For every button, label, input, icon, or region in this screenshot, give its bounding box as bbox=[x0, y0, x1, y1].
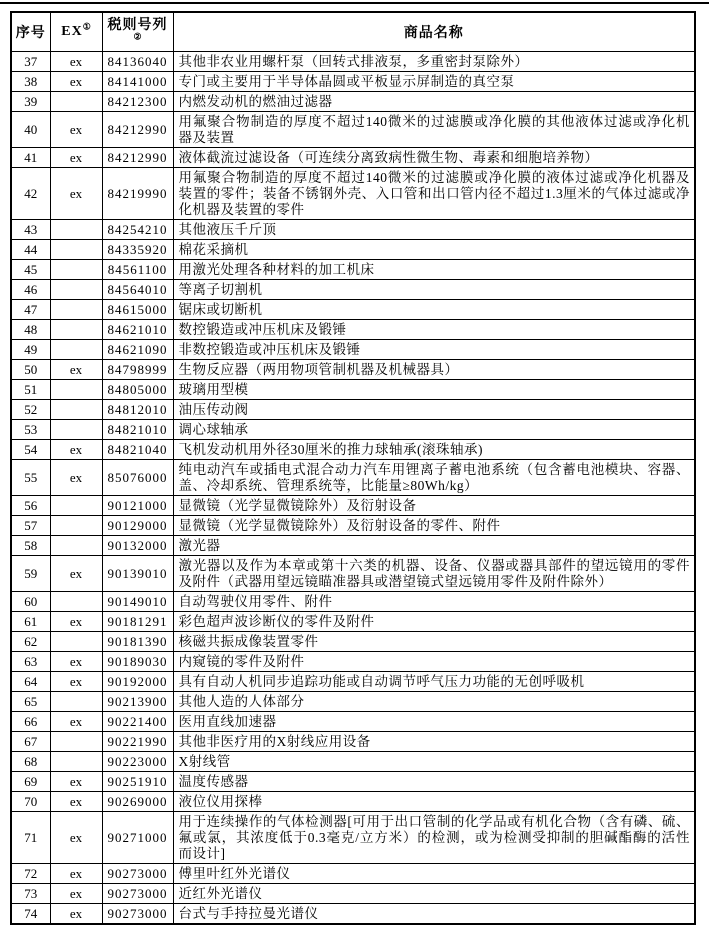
table-row bbox=[11, 148, 695, 168]
row-code-cell: 90181390 bbox=[102, 632, 173, 652]
row-code-cell: 84212990 bbox=[102, 112, 173, 148]
row-code-cell: 90189030 bbox=[102, 652, 173, 672]
row-ex-cell bbox=[50, 692, 102, 712]
table-row bbox=[11, 672, 695, 692]
row-name-cell: 用激光处理各种材料的加工机床 bbox=[173, 260, 695, 280]
row-code-cell: 84136040 bbox=[102, 52, 173, 72]
row-name-cell: 显微镜（光学显微镜除外）及衍射设备的零件、附件 bbox=[173, 516, 695, 536]
row-ex-cell: ex bbox=[50, 864, 102, 884]
row-code-cell: 90273000 bbox=[102, 884, 173, 904]
table-row bbox=[11, 260, 695, 280]
row-name-cell: 激光器 bbox=[173, 536, 695, 556]
row-ex-cell: ex bbox=[50, 712, 102, 732]
col-header-ex-label: EX bbox=[61, 24, 83, 39]
table-row bbox=[11, 904, 695, 925]
table-row bbox=[11, 420, 695, 440]
row-code-cell: 90132000 bbox=[102, 536, 173, 556]
row-ex-cell bbox=[50, 400, 102, 420]
row-ex-cell bbox=[50, 732, 102, 752]
table-row bbox=[11, 400, 695, 420]
row-ex-cell: ex bbox=[50, 112, 102, 148]
row-index-cell: 58 bbox=[11, 536, 50, 556]
row-code-cell: 90221400 bbox=[102, 712, 173, 732]
row-code-cell: 90213900 bbox=[102, 692, 173, 712]
row-code-cell: 84561100 bbox=[102, 260, 173, 280]
row-name-cell: 数控锻造或冲压机床及锻锤 bbox=[173, 320, 695, 340]
row-name-cell: 棉花采摘机 bbox=[173, 240, 695, 260]
row-name-cell: 医用直线加速器 bbox=[173, 712, 695, 732]
row-ex-cell: ex bbox=[50, 72, 102, 92]
row-index-cell: 44 bbox=[11, 240, 50, 260]
row-ex-cell: ex bbox=[50, 168, 102, 220]
row-ex-cell bbox=[50, 92, 102, 112]
row-ex-cell bbox=[50, 420, 102, 440]
row-ex-cell bbox=[50, 592, 102, 612]
row-index-cell: 43 bbox=[11, 220, 50, 240]
table-row bbox=[11, 360, 695, 380]
table-row bbox=[11, 380, 695, 400]
row-index-cell: 68 bbox=[11, 752, 50, 772]
row-code-cell: 90271000 bbox=[102, 812, 173, 864]
row-ex-cell bbox=[50, 240, 102, 260]
col-header-code-label: 税则号列 bbox=[107, 18, 168, 33]
row-code-cell: 90273000 bbox=[102, 904, 173, 925]
row-index-cell: 69 bbox=[11, 772, 50, 792]
row-name-cell: 内燃发动机的燃油过滤器 bbox=[173, 92, 695, 112]
table-row bbox=[11, 692, 695, 712]
table-row bbox=[11, 240, 695, 260]
row-ex-cell bbox=[50, 220, 102, 240]
footnote-marker-1: ① bbox=[82, 21, 91, 32]
row-index-cell: 37 bbox=[11, 52, 50, 72]
row-code-cell: 84621010 bbox=[102, 320, 173, 340]
row-name-cell: 近红外光谱仪 bbox=[173, 884, 695, 904]
row-index-cell: 64 bbox=[11, 672, 50, 692]
row-name-cell: 其他非农业用螺杆泵（回转式排液泵，多重密封泵除外） bbox=[173, 52, 695, 72]
table-row bbox=[11, 792, 695, 812]
row-code-cell: 90121000 bbox=[102, 496, 173, 516]
table-row bbox=[11, 864, 695, 884]
row-name-cell: 傅里叶红外光谱仪 bbox=[173, 864, 695, 884]
row-code-cell: 84798999 bbox=[102, 360, 173, 380]
table-row bbox=[11, 496, 695, 516]
row-index-cell: 57 bbox=[11, 516, 50, 536]
row-name-cell: 其他人造的人体部分 bbox=[173, 692, 695, 712]
row-ex-cell: ex bbox=[50, 792, 102, 812]
table-row bbox=[11, 732, 695, 752]
row-name-cell: 内窥镜的零件及附件 bbox=[173, 652, 695, 672]
tariff-table bbox=[10, 11, 696, 925]
row-index-cell: 56 bbox=[11, 496, 50, 516]
row-index-cell: 41 bbox=[11, 148, 50, 168]
table-row bbox=[11, 812, 695, 864]
row-name-cell: 核磁共振成像装置零件 bbox=[173, 632, 695, 652]
row-ex-cell: ex bbox=[50, 652, 102, 672]
row-index-cell: 38 bbox=[11, 72, 50, 92]
row-index-cell: 60 bbox=[11, 592, 50, 612]
row-name-cell: 调心球轴承 bbox=[173, 420, 695, 440]
row-code-cell: 90149010 bbox=[102, 592, 173, 612]
row-ex-cell: ex bbox=[50, 52, 102, 72]
row-ex-cell bbox=[50, 340, 102, 360]
row-ex-cell: ex bbox=[50, 672, 102, 692]
col-header-ex bbox=[50, 12, 102, 52]
row-code-cell: 84812010 bbox=[102, 400, 173, 420]
table-row bbox=[11, 712, 695, 732]
row-name-cell: 等离子切割机 bbox=[173, 280, 695, 300]
table-row bbox=[11, 320, 695, 340]
table-row bbox=[11, 280, 695, 300]
table-row bbox=[11, 300, 695, 320]
table-row bbox=[11, 340, 695, 360]
table-row bbox=[11, 112, 695, 148]
table-row bbox=[11, 884, 695, 904]
row-index-cell: 66 bbox=[11, 712, 50, 732]
table-row bbox=[11, 460, 695, 496]
row-index-cell: 54 bbox=[11, 440, 50, 460]
row-code-cell: 84615000 bbox=[102, 300, 173, 320]
row-code-cell: 90129000 bbox=[102, 516, 173, 536]
row-code-cell: 90181291 bbox=[102, 612, 173, 632]
row-ex-cell bbox=[50, 380, 102, 400]
row-code-cell: 84335920 bbox=[102, 240, 173, 260]
row-code-cell: 90221990 bbox=[102, 732, 173, 752]
row-ex-cell: ex bbox=[50, 440, 102, 460]
row-name-cell: 生物反应器（两用物项管制机器及机械器具） bbox=[173, 360, 695, 380]
row-name-cell: 液体截流过滤设备（可连续分离致病性微生物、毒素和细胞培养物） bbox=[173, 148, 695, 168]
row-index-cell: 67 bbox=[11, 732, 50, 752]
row-code-cell: 90269000 bbox=[102, 792, 173, 812]
footnote-marker-2: ② bbox=[133, 31, 142, 42]
table-row bbox=[11, 612, 695, 632]
table-row bbox=[11, 516, 695, 536]
row-name-cell: 其他非医疗用的X射线应用设备 bbox=[173, 732, 695, 752]
row-index-cell: 53 bbox=[11, 420, 50, 440]
row-ex-cell: ex bbox=[50, 772, 102, 792]
table-body bbox=[11, 52, 695, 925]
col-header-name bbox=[173, 12, 695, 52]
row-code-cell: 90192000 bbox=[102, 672, 173, 692]
row-code-cell: 84254210 bbox=[102, 220, 173, 240]
row-ex-cell: ex bbox=[50, 884, 102, 904]
row-name-cell: 显微镜（光学显微镜除外）及衍射设备 bbox=[173, 496, 695, 516]
row-name-cell: 液位仪用探棒 bbox=[173, 792, 695, 812]
table-row bbox=[11, 592, 695, 612]
row-index-cell: 74 bbox=[11, 904, 50, 925]
row-name-cell: 具有自动人机同步追踪功能或自动调节呼气压力功能的无创呼吸机 bbox=[173, 672, 695, 692]
row-index-cell: 46 bbox=[11, 280, 50, 300]
row-name-cell: X射线管 bbox=[173, 752, 695, 772]
row-index-cell: 40 bbox=[11, 112, 50, 148]
table-row bbox=[11, 536, 695, 556]
row-code-cell: 90223000 bbox=[102, 752, 173, 772]
row-name-cell: 用氟聚合物制造的厚度不超过140微米的过滤膜或净化膜的液体过滤或净化机器及装置的零件；装备不锈钢外壳、入口管和出口管内径不超过1.3厘米的气体过滤或净化机器及装置的零件 bbox=[173, 168, 695, 220]
row-ex-cell bbox=[50, 300, 102, 320]
row-ex-cell bbox=[50, 280, 102, 300]
table-row bbox=[11, 772, 695, 792]
row-ex-cell: ex bbox=[50, 812, 102, 864]
table-row bbox=[11, 72, 695, 92]
table-row bbox=[11, 752, 695, 772]
table-row bbox=[11, 440, 695, 460]
row-code-cell: 84141000 bbox=[102, 72, 173, 92]
row-code-cell: 84219990 bbox=[102, 168, 173, 220]
row-code-cell: 84821040 bbox=[102, 440, 173, 460]
row-name-cell: 飞机发动机用外径30厘米的推力球轴承(滚珠轴承) bbox=[173, 440, 695, 460]
row-name-cell: 用于连续操作的气体检测器[可用于出口管制的化学品或有机化合物（含有磷、硫、氟或氯，其浓度低于0.3毫克/立方米）的检测，或为检测受抑制的胆碱酯酶的活性而设计] bbox=[173, 812, 695, 864]
table-row bbox=[11, 92, 695, 112]
row-name-cell: 用氟聚合物制造的厚度不超过140微米的过滤膜或净化膜的其他液体过滤或净化机器及装置 bbox=[173, 112, 695, 148]
header-row bbox=[11, 12, 695, 52]
row-index-cell: 45 bbox=[11, 260, 50, 280]
row-ex-cell: ex bbox=[50, 148, 102, 168]
row-ex-cell: ex bbox=[50, 360, 102, 380]
row-index-cell: 71 bbox=[11, 812, 50, 864]
row-ex-cell bbox=[50, 752, 102, 772]
row-ex-cell: ex bbox=[50, 556, 102, 592]
table-row bbox=[11, 632, 695, 652]
row-name-cell: 温度传感器 bbox=[173, 772, 695, 792]
table-row bbox=[11, 52, 695, 72]
table-row bbox=[11, 168, 695, 220]
row-code-cell: 90251910 bbox=[102, 772, 173, 792]
row-code-cell: 90139010 bbox=[102, 556, 173, 592]
row-code-cell: 90273000 bbox=[102, 864, 173, 884]
row-index-cell: 52 bbox=[11, 400, 50, 420]
col-header-index bbox=[11, 12, 50, 52]
row-code-cell: 84621090 bbox=[102, 340, 173, 360]
col-header-name-label: 商品名称 bbox=[403, 26, 464, 41]
row-name-cell: 自动驾驶仪用零件、附件 bbox=[173, 592, 695, 612]
row-name-cell: 激光器以及作为本章或第十六类的机器、设备、仪器或器具部件的望远镜用的零件及附件（武器用望远镜瞄准器具或潜望镜式望远镜用零件及附件除外） bbox=[173, 556, 695, 592]
row-index-cell: 49 bbox=[11, 340, 50, 360]
row-index-cell: 50 bbox=[11, 360, 50, 380]
row-name-cell: 专门或主要用于半导体晶圆或平板显示屏制造的真空泵 bbox=[173, 72, 695, 92]
row-name-cell: 台式与手持拉曼光谱仪 bbox=[173, 904, 695, 925]
row-index-cell: 59 bbox=[11, 556, 50, 592]
row-index-cell: 39 bbox=[11, 92, 50, 112]
row-name-cell: 纯电动汽车或插电式混合动力汽车用锂离子蓄电池系统（包含蓄电池模块、容器、盖、冷却系统、管理系统等，比能量≥80Wh/kg） bbox=[173, 460, 695, 496]
row-index-cell: 62 bbox=[11, 632, 50, 652]
row-code-cell: 84212990 bbox=[102, 148, 173, 168]
col-header-index-label: 序号 bbox=[15, 26, 46, 41]
row-code-cell: 84821010 bbox=[102, 420, 173, 440]
page-top-rule bbox=[0, 2, 709, 4]
row-code-cell: 84212300 bbox=[102, 92, 173, 112]
row-index-cell: 48 bbox=[11, 320, 50, 340]
row-ex-cell bbox=[50, 516, 102, 536]
row-name-cell: 玻璃用型模 bbox=[173, 380, 695, 400]
row-name-cell: 彩色超声波诊断仪的零件及附件 bbox=[173, 612, 695, 632]
row-index-cell: 65 bbox=[11, 692, 50, 712]
row-index-cell: 70 bbox=[11, 792, 50, 812]
row-name-cell: 油压传动阀 bbox=[173, 400, 695, 420]
row-ex-cell bbox=[50, 496, 102, 516]
row-code-cell: 84805000 bbox=[102, 380, 173, 400]
row-index-cell: 55 bbox=[11, 460, 50, 496]
row-ex-cell bbox=[50, 260, 102, 280]
row-index-cell: 51 bbox=[11, 380, 50, 400]
row-index-cell: 73 bbox=[11, 884, 50, 904]
row-ex-cell bbox=[50, 632, 102, 652]
row-name-cell: 其他液压千斤顶 bbox=[173, 220, 695, 240]
row-name-cell: 锯床或切断机 bbox=[173, 300, 695, 320]
table-row bbox=[11, 556, 695, 592]
col-header-code bbox=[102, 12, 173, 52]
row-code-cell: 85076000 bbox=[102, 460, 173, 496]
row-index-cell: 72 bbox=[11, 864, 50, 884]
row-ex-cell: ex bbox=[50, 460, 102, 496]
row-ex-cell: ex bbox=[50, 612, 102, 632]
table-row bbox=[11, 220, 695, 240]
table-row bbox=[11, 652, 695, 672]
row-index-cell: 61 bbox=[11, 612, 50, 632]
row-code-cell: 84564010 bbox=[102, 280, 173, 300]
row-index-cell: 63 bbox=[11, 652, 50, 672]
row-name-cell: 非数控锻造或冲压机床及锻锤 bbox=[173, 340, 695, 360]
row-index-cell: 47 bbox=[11, 300, 50, 320]
row-ex-cell bbox=[50, 320, 102, 340]
row-index-cell: 42 bbox=[11, 168, 50, 220]
row-ex-cell: ex bbox=[50, 904, 102, 925]
row-ex-cell bbox=[50, 536, 102, 556]
